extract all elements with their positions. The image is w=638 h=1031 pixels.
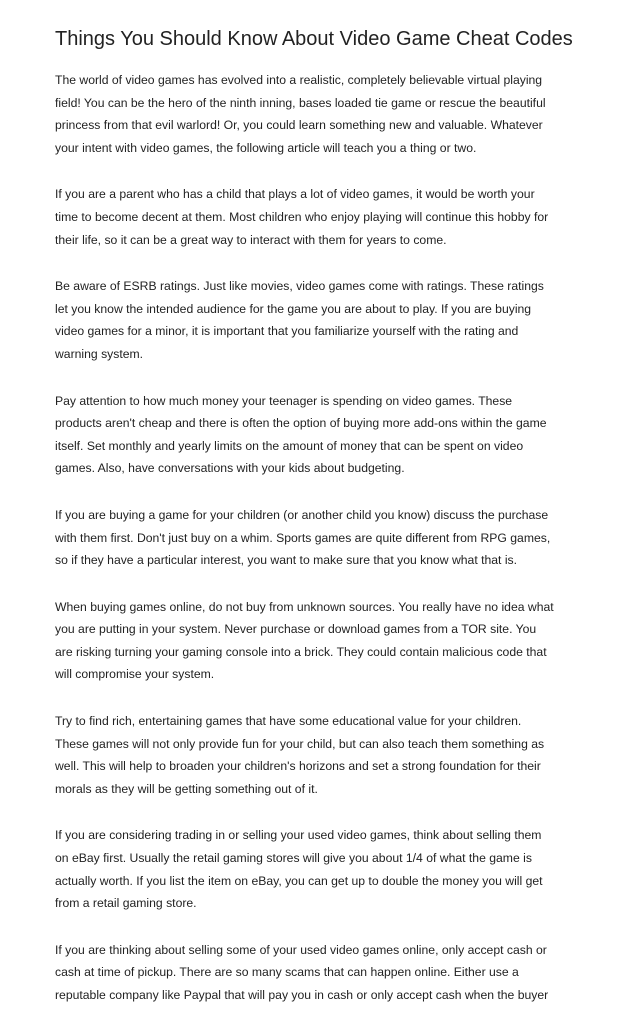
paragraph-7 — [55, 710, 595, 800]
text-line: warning system. — [55, 346, 144, 361]
text-line: If you are thinking about selling some of your used video games online, only accept cash or — [55, 942, 547, 957]
text-line: are risking turning your gaming console into a brick. They could contain malicious code that — [55, 644, 547, 659]
text-line: reputable company like Paypal that will pay you in cash or only accept cash when the buyer — [55, 988, 549, 1002]
text-line: These games will not only provide fun for your child, but can also teach them something as — [55, 736, 545, 751]
text-line: If you are buying a game for your children (or another child you know) discuss the purchase — [55, 507, 549, 522]
paragraph-5 — [55, 504, 595, 572]
text-line: Be aware of ESRB ratings. Just like movies, video games come with ratings. These ratings — [55, 279, 544, 294]
article-body — [55, 69, 595, 1031]
text-line: field! You can be the hero of the ninth inning, bases loaded tie game or rescue the beautiful — [55, 95, 546, 110]
text-line: If you are a parent who has a child that plays a lot of video games, it would be worth your — [55, 187, 535, 202]
paragraph-8 — [55, 824, 595, 914]
text-line: let you know the intended audience for the game you are about to play. If you are buying — [55, 301, 532, 316]
paragraph-1 — [55, 69, 595, 159]
text-line: time to become decent at them. Most children who enjoy playing will continue this hobby for — [55, 209, 549, 224]
text-line: cash at time of pickup. There are so many scams that can happen online. Either use a — [55, 965, 519, 980]
text-line: video games for a minor, it is important that you familiarize yourself with the rating and — [55, 324, 519, 339]
text-line: their life, so it can be a great way to interact with them for years to come. — [55, 232, 447, 247]
page-title: Things You Should Know About Video Game Cheat Codes — [55, 28, 573, 50]
text-line: actually worth. If you list the item on eBay, you can get up to double the money you will get — [55, 873, 543, 888]
text-line: When buying games online, do not buy from unknown sources. You really have no idea what — [55, 599, 554, 614]
text-line: with them first. Don't just buy on a whim. Sports games are quite different from RPG games, — [55, 530, 551, 545]
paragraph-2 — [55, 183, 595, 251]
paragraph-9 — [55, 939, 595, 1007]
text-line: products aren't cheap and there is often the option of buying more add-ons within the game — [55, 416, 547, 431]
paragraph-4 — [55, 390, 595, 480]
text-line: princess from that evil warlord! Or, you could learn something new and valuable. Whatever — [55, 118, 543, 133]
text-line: itself. Set monthly and yearly limits on the amount of money that can be spent on video — [55, 438, 524, 453]
text-line: you are putting in your system. Never purchase or download games from a TOR site. You — [55, 622, 537, 637]
text-line: your intent with video games, the following article will teach you a thing or two. — [55, 140, 477, 155]
text-line: If you are considering trading in or selling your used video games, think about selling them — [55, 828, 542, 843]
text-line: games. Also, have conversations with your kids about budgeting. — [55, 461, 405, 476]
text-line: well. This will help to broaden your children's horizons and set a strong foundation for their — [55, 759, 541, 774]
text-line: will compromise your system. — [55, 667, 215, 682]
text-line: Try to find rich, entertaining games that have some educational value for your children. — [55, 714, 522, 729]
text-line: The world of video games has evolved into a realistic, completely believable virtual playing — [55, 73, 543, 87]
text-line: on eBay first. Usually the retail gaming stores will give you about 1/4 of what the game is — [55, 851, 532, 866]
paragraph-6 — [55, 596, 595, 686]
text-line: from a retail gaming store. — [55, 896, 197, 911]
text-line: morals as they will be getting something out of it. — [55, 781, 318, 796]
text-line: so if they have a particular interest, you want to make sure that you know what that is. — [55, 553, 518, 568]
paragraph-3 — [55, 275, 595, 365]
text-line: Pay attention to how much money your teenager is spending on video games. These — [55, 393, 513, 408]
